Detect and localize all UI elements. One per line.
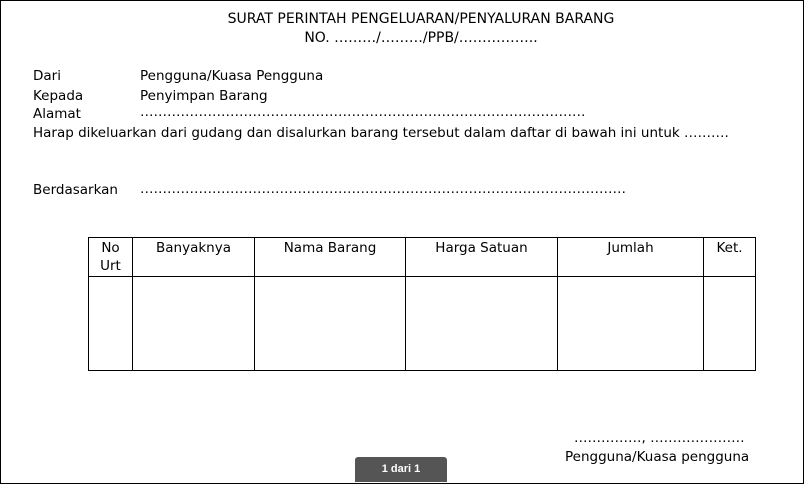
field-value-alamat: ……………………………………………………………………………………… [140,104,586,120]
header-jumlah: Jumlah [558,238,704,277]
signature-date-line: ……………, ………………… [574,430,745,446]
header-nama-barang: Nama Barang [255,238,406,277]
basis-value: ……………………………………………………………………………………………… [140,181,626,197]
header-banyaknya: Banyaknya [133,238,255,277]
page-indicator[interactable]: 1 dari 1 [355,457,447,482]
field-label-kepada: Kepada [33,88,84,104]
field-value-dari: Pengguna/Kuasa Pengguna [140,68,324,84]
basis-label: Berdasarkan [33,182,118,198]
signature-role: Pengguna/Kuasa pengguna [565,449,750,465]
instruction-text: Harap dikeluarkan dari gudang dan disalurkan barang tersebut dalam daftar di bawah ini untuk ………. [33,125,729,141]
table-cell [133,277,255,371]
table-header-row [89,238,756,277]
items-table [88,237,756,371]
header-harga-satuan: Harga Satuan [406,238,558,277]
table-cell [704,277,756,371]
table-cell [255,277,406,371]
table-row [89,277,756,371]
header-no-urt: No Urt [89,238,133,277]
table-cell [89,277,133,371]
field-label-dari: Dari [33,68,61,84]
document-number: NO. ………/………/PPB/…………….. [304,30,538,46]
field-value-kepada: Penyimpan Barang [140,88,268,104]
table-cell [406,277,558,371]
field-label-alamat: Alamat [33,106,81,122]
table-cell [558,277,704,371]
header-ket: Ket. [704,238,756,277]
document-title: SURAT PERINTAH PENGELUARAN/PENYALURAN BARANG [227,11,615,27]
